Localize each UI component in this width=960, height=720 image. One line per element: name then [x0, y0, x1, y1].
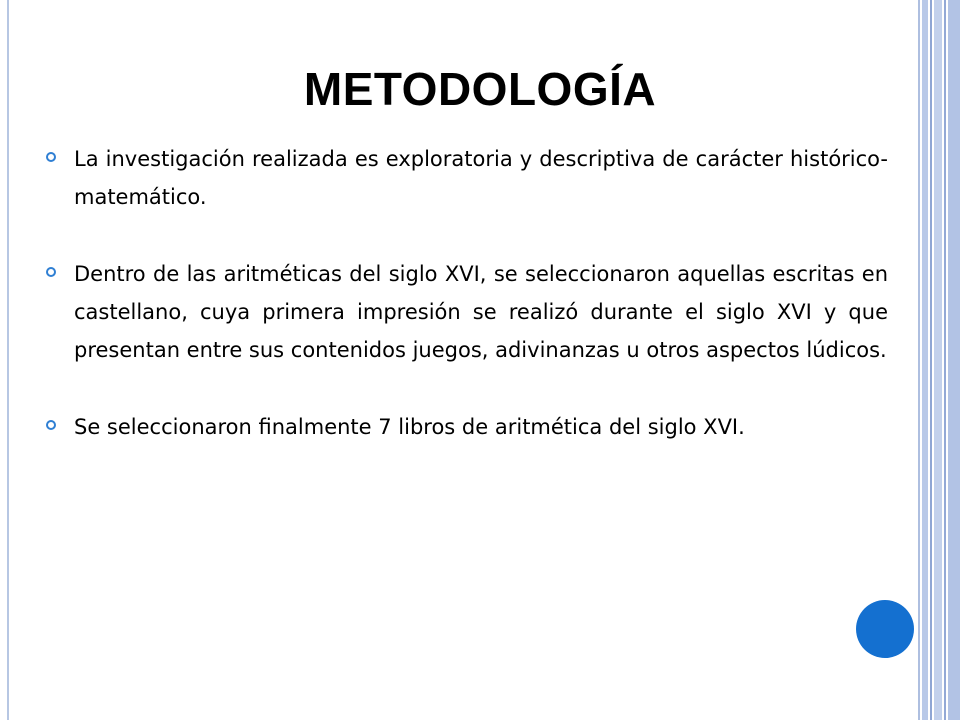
- bullet-item: [46, 255, 888, 369]
- ring-bullet-icon: [46, 267, 56, 277]
- filled-circle-icon: [856, 600, 914, 658]
- bullet-text: La investigación realizada es exploratoria y descriptiva de carácter histórico-matemático.: [74, 147, 888, 209]
- bullet-list: [46, 140, 888, 446]
- bullet-text: Dentro de las aritméticas del siglo XVI, se seleccionaron aquellas escritas en castellano, cuya primera impresión se realizó durante el siglo XVI y que presentan entre sus contenidos juegos, adivinanzas u otros aspectos lúdicos.: [74, 262, 888, 362]
- bullet-item: [46, 140, 888, 216]
- slide-title: METODOLOGÍA: [303, 63, 657, 115]
- ring-bullet-icon: [46, 420, 56, 430]
- ring-bullet-icon: [46, 152, 56, 162]
- bullet-text: Se seleccionaron finalmente 7 libros de aritmética del siglo XVI.: [74, 415, 745, 439]
- bullet-item: [46, 408, 888, 446]
